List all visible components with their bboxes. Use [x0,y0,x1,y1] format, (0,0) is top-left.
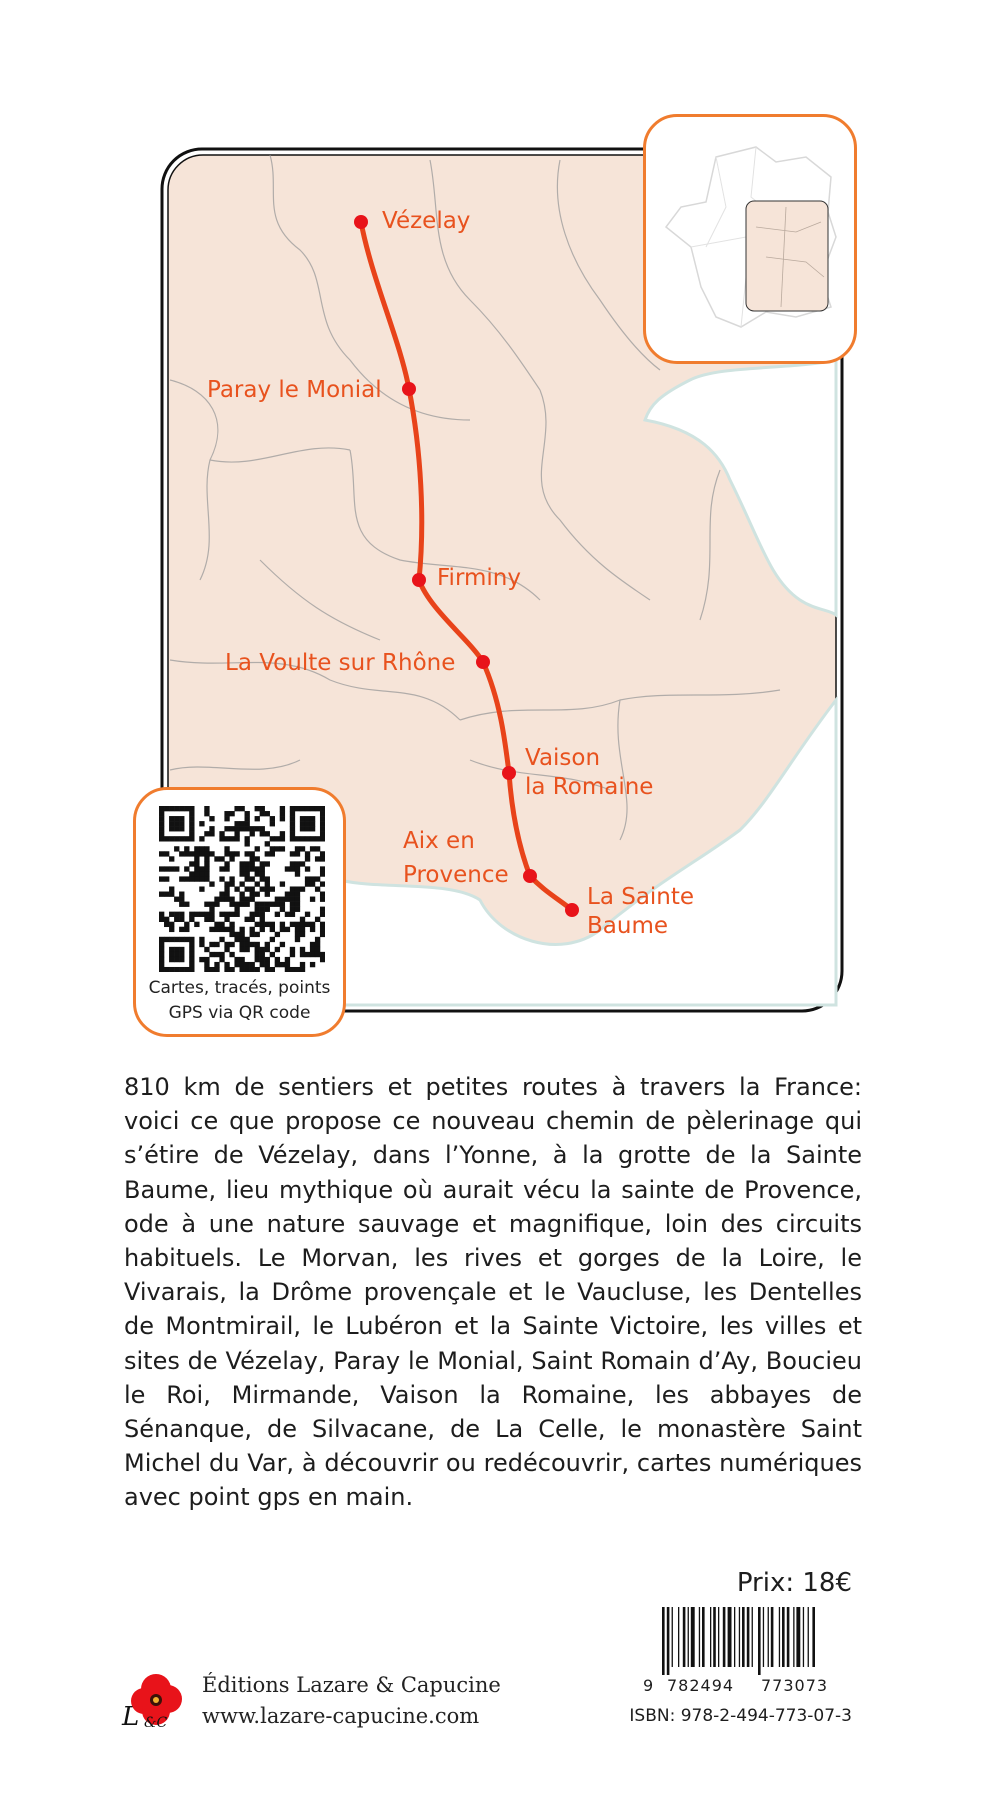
city-label-vaison-1: Vaison [525,745,601,771]
waypoint-sainte-baume [565,903,579,917]
france-inset-map [643,114,857,364]
qr-code-panel [133,787,346,1037]
waypoint-paray [402,382,416,396]
qr-caption-line1: Cartes, tracés, points [148,978,331,998]
qr-caption [136,976,343,1026]
barcode-digits-group1: 782494 [667,1676,735,1695]
isbn-label: ISBN: 978-2-494-773-07-3 [629,1706,852,1726]
svg-text:L: L [122,1702,140,1732]
publisher-info [202,1670,501,1732]
book-description: 810 km de sentiers et petites routes à travers la France: voici ce que propose ce nouveau chemin de pèlerinage qui s’étire de Vézelay, dans l’Yonne, à la grotte de la Sainte Baume, lieu mythique où aurait vécu la sainte de Provence, ode à une nature sauvage et magnifique, loin des circuits habituels. Le Morvan, les rives et gorges de la Loire, le Vivarais, la Drôme provençale et le Vaucluse, les Dentelles de Montmirail, le Lubéron et la Sainte Victoire, les villes et sites de Vézelay, Paray le Monial, Saint Romain d’Ay, Boucieu le Roi, Mirmande, Vaison la Romaine, les abbayes de Sénanque, de Silvacane, de La Celle, le monastère Saint Michel du Var, à découvrir ou redécouvrir, cartes numériques avec point gps en main. [124,1073,862,1512]
waypoint-firminy [412,573,426,587]
publisher-website[interactable]: www.lazare-capucine.com [202,1704,480,1728]
barcode-icon [660,1607,854,1675]
waypoint-vezelay [354,215,368,229]
city-label-baume-2: Baume [587,913,669,939]
publisher-logo-icon [118,1667,188,1733]
france-outline-icon [646,117,857,364]
city-label-vezelay: Vézelay [382,208,471,234]
barcode-digits-group2: 773073 [761,1676,829,1695]
qr-caption-line2: GPS via QR code [168,1003,311,1023]
city-label-aix-1: Aix en [403,828,475,854]
city-label-baume-1: La Sainte [587,884,695,910]
city-label-paray: Paray le Monial [207,377,382,403]
price-label: Prix: 18€ [736,1568,852,1598]
waypoint-vaison [502,766,516,780]
city-label-voulte: La Voulte sur Rhône [225,650,456,676]
svg-text:&C: &C [144,1715,168,1731]
city-label-vaison-2: la Romaine [525,774,654,800]
waypoint-aix [523,869,537,883]
publisher-name: Éditions Lazare & Capucine [202,1673,501,1697]
city-label-aix-2: Provence [403,862,509,888]
city-label-firminy: Firminy [437,565,521,591]
barcode-digit-first: 9 [643,1676,655,1695]
waypoint-voulte [476,655,490,669]
qr-code-icon[interactable] [159,806,325,972]
